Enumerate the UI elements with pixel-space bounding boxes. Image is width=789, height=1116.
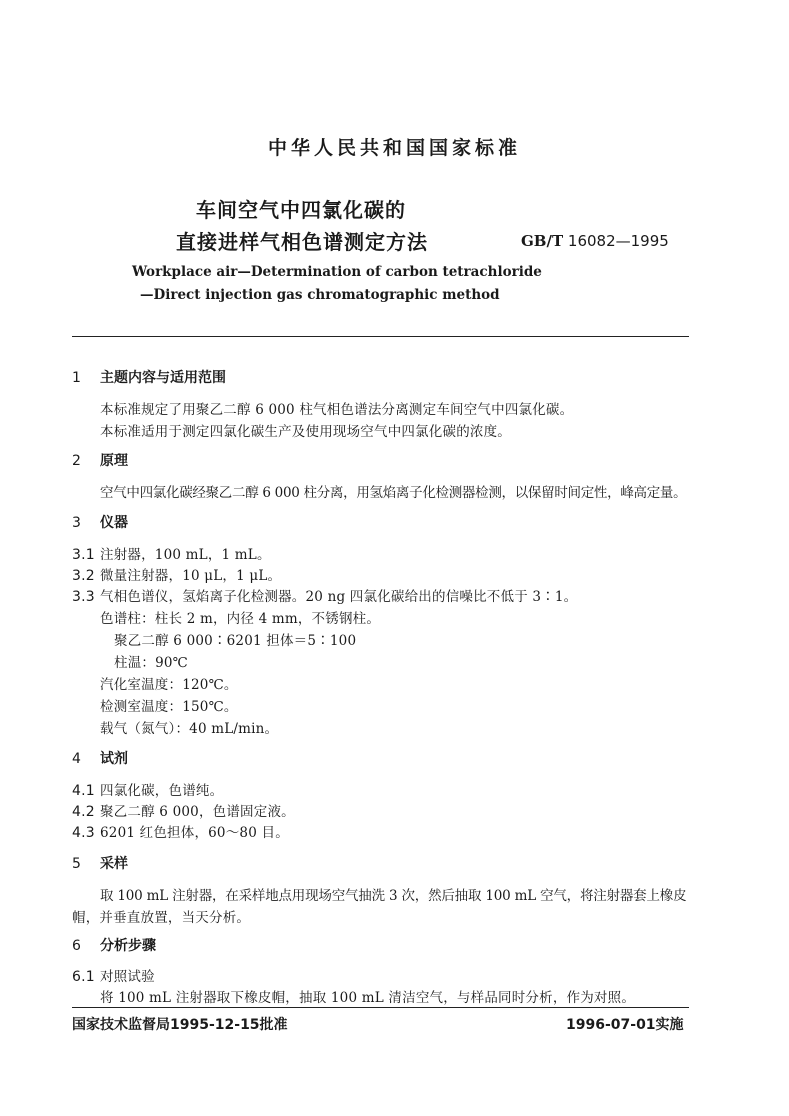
english-title-line1: Workplace air—Determination of carbon tetrachloride	[132, 264, 542, 280]
section-3-heading	[72, 512, 128, 532]
item-number: 4.3	[72, 825, 95, 841]
column-temperature: 柱温：90℃	[114, 655, 188, 671]
header-divider	[72, 336, 689, 337]
section-5-heading	[72, 853, 128, 873]
section-title: 原理	[100, 453, 128, 469]
footer-divider	[72, 1007, 689, 1008]
standard-code: 16082—1995	[567, 232, 669, 250]
item-number: 3.2	[72, 568, 95, 584]
list-item	[72, 821, 289, 841]
list-item	[72, 800, 295, 820]
item-text: 6201 红色担体，60～80 目。	[100, 825, 289, 841]
section-number: 3	[72, 515, 81, 531]
approval-note: 国家技术监督局1995-12-15批准	[72, 1017, 288, 1033]
item-text: 气相色谱仪，氢焰离子化检测器。20 ng 四氯化碳给出的信噪比不低于 3∶1。	[100, 589, 578, 605]
item-text: 微量注射器，10 μL，1 μL。	[100, 568, 282, 584]
item-number: 6.1	[72, 969, 95, 985]
national-standard-heading: 中华人民共和国国家标准	[267, 137, 521, 159]
section-title: 试剂	[100, 751, 128, 767]
section-number: 5	[72, 856, 81, 872]
list-item	[72, 965, 155, 985]
english-title-line2: —Direct injection gas chromatographic method	[140, 287, 500, 303]
section-number: 1	[72, 370, 81, 386]
packing-spec: 聚乙二醇 6 000∶6201 担体＝5∶100	[114, 633, 357, 649]
item-number: 3.3	[72, 589, 95, 605]
detector-temperature: 检测室温度：150℃。	[100, 699, 238, 715]
item-number: 4.1	[72, 783, 95, 799]
section-1-heading	[72, 367, 226, 387]
paragraph: 空气中四氯化碳经聚乙二醇 6 000 柱分离，用氢焰离子化检测器检测，以保留时间定性，峰高定量。	[100, 485, 687, 501]
section-title: 采样	[100, 856, 128, 872]
paragraph: 本标准规定了用聚乙二醇 6 000 柱气相色谱法分离测定车间空气中四氯化碳。	[100, 402, 574, 418]
item-text: 聚乙二醇 6 000，色谱固定液。	[100, 804, 295, 820]
paragraph: 将 100 mL 注射器取下橡皮帽，抽取 100 mL 清洁空气，与样品同时分析，作为对照。	[100, 990, 636, 1006]
paragraph: 取 100 mL 注射器，在采样地点用现场空气抽洗 3 次，然后抽取 100 mL 空气，将注射器套上橡皮	[100, 888, 687, 904]
item-title: 对照试验	[100, 969, 155, 985]
section-title: 仪器	[100, 515, 128, 531]
list-item	[72, 585, 577, 605]
paragraph: 本标准适用于测定四氯化碳生产及使用现场空气中四氯化碳的浓度。	[100, 424, 511, 440]
list-item	[72, 543, 271, 563]
standard-number	[521, 232, 669, 250]
vaporizer-temperature: 汽化室温度：120℃。	[100, 677, 238, 693]
carrier-gas: 载气（氮气）：40 mL/min。	[100, 721, 279, 737]
column-spec: 色谱柱：柱长 2 m，内径 4 mm，不锈钢柱。	[100, 611, 381, 627]
list-item	[72, 564, 281, 584]
section-2-heading	[72, 450, 128, 470]
item-text: 四氯化碳，色谱纯。	[100, 783, 224, 799]
item-number: 3.1	[72, 547, 95, 563]
section-4-heading	[72, 748, 128, 768]
effective-date: 1996-07-01实施	[566, 1017, 684, 1033]
list-item	[72, 779, 223, 799]
item-number: 4.2	[72, 804, 95, 820]
standard-prefix: GB/T	[521, 232, 564, 250]
section-number: 2	[72, 453, 81, 469]
section-number: 4	[72, 751, 81, 767]
section-6-heading	[72, 935, 156, 955]
item-text: 注射器，100 mL，1 mL。	[100, 547, 271, 563]
section-title: 分析步骤	[100, 938, 156, 954]
paragraph-continuation: 帽，并垂直放置，当天分析。	[72, 910, 251, 926]
document-title-line1: 车间空气中四氯化碳的	[196, 198, 406, 222]
document-title-line2: 直接进样气相色谱测定方法	[176, 230, 428, 254]
section-title: 主题内容与适用范围	[100, 370, 226, 386]
section-number: 6	[72, 938, 81, 954]
